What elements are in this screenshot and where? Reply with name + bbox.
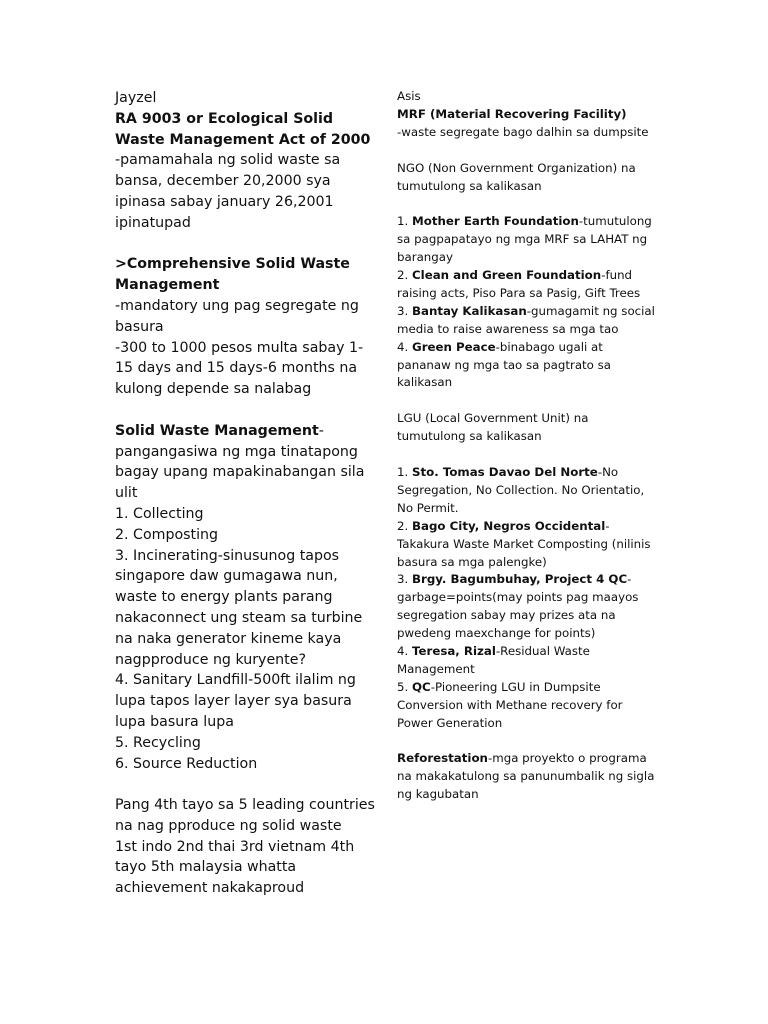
lgu-item: 4. Teresa, Rizal-Residual Waste Management <box>397 644 590 676</box>
lgu-name: Sto. Tomas Davao Del Norte <box>412 464 598 479</box>
method-item: 1. Collecting <box>115 505 204 522</box>
mrf-description: -waste segregate bago dalhin sa dumpsite <box>397 124 649 139</box>
reforestation-definition: Reforestation-mga proyekto o programa na makakatulong sa panunumbalik ng sigla ng kagubatan <box>397 751 655 802</box>
ngo-name: Clean and Green Foundation <box>412 268 602 283</box>
lgu-item: 5. QC-Pioneering LGU in Dumpsite Conversion with Methane recovery for Power Generation <box>397 679 623 730</box>
method-item: 3. Incinerating-sinusunog tapos singapore daw gumagawa nun, waste to energy plants parang nakaconnect ung steam sa turbine na naka generator kineme kaya nagpproduce ng kuryente? <box>115 547 363 668</box>
ra-description: -pamamahala ng solid waste sa bansa, december 20,2000 sya ipinasa sabay january 26,2001 ipinatupad <box>115 152 341 231</box>
lgu-item: 2. Bago City, Negros Occidental-Takakura Waste Market Composting (nilinis basura sa mga palengke) <box>397 518 651 569</box>
swm-definition <box>115 421 377 504</box>
lgu-name: Teresa, Rizal <box>412 644 496 659</box>
lgu-item: 3. Brgy. Bagumbuhay, Project 4 QC-garbage=points(may points pag maayos segregation sabay may prizes ata na pwedeng maexchange for points) <box>397 572 639 641</box>
spacer <box>397 142 659 160</box>
author-name: Jayzel <box>115 90 157 106</box>
ngo-item: 1. Mother Earth Foundation-tumutulong sa pagpapatayo ng mga MRF sa LAHAT ng barangay <box>397 214 652 265</box>
ranking-list: 1st indo 2nd thai 3rd vietnam 4th tayo 5th malaysia whatta achievement nakakaproud <box>115 838 355 897</box>
spacer <box>115 400 377 421</box>
ngo-name: Green Peace <box>412 339 496 354</box>
method-item: 5. Recycling <box>115 734 201 751</box>
method-item: 2. Composting <box>115 526 219 543</box>
author-name: Asis <box>397 89 421 103</box>
reforestation-term: Reforestation <box>397 751 488 766</box>
spacer <box>397 392 659 410</box>
swm-term: Solid Waste Management <box>115 422 319 439</box>
method-item: 4. Sanitary Landfill-500ft ilalim ng lupa tapos layer layer sya basura lupa basura lupa <box>115 672 356 730</box>
ngo-item: 2. Clean and Green Foundation-fund raising acts, Piso Para sa Pasig, Gift Trees <box>397 268 641 300</box>
comprehensive-line: -mandatory ung pag segregate ng basura <box>115 297 359 335</box>
ngo-name: Bantay Kalikasan <box>412 303 527 318</box>
left-column <box>115 88 377 899</box>
ranking-text: Pang 4th tayo sa 5 leading countries na nag pproduce ng solid waste <box>115 797 375 834</box>
spacer <box>115 234 377 255</box>
lgu-item: 1. Sto. Tomas Davao Del Norte-No Segregation, No Collection. No Orientatio, No Permit. <box>397 464 645 515</box>
spacer <box>397 733 659 751</box>
lgu-name: Bago City, Negros Occidental <box>412 518 606 533</box>
ngo-item: 3. Bantay Kalikasan-gumagamit ng social media to raise awareness sa mga tao <box>397 303 655 336</box>
swm-def-text: -pangangasiwa ng mga tinatapong bagay upang mapakinabangan sila ulit <box>115 422 365 502</box>
spacer <box>115 774 377 795</box>
ngo-name: Mother Earth Foundation <box>412 214 579 229</box>
lgu-name: Brgy. Bagumbuhay, Project 4 QC <box>412 572 628 587</box>
comprehensive-line: -300 to 1000 pesos multa sabay 1-15 days and 15 days-6 months na kulong depende sa nalabag <box>115 339 364 398</box>
ngo-heading: NGO (Non Government Organization) na tumutulong sa kalikasan <box>397 160 636 193</box>
spacer <box>397 446 659 464</box>
spacer <box>397 195 659 213</box>
ngo-item: 4. Green Peace-binabago ugali at pananaw ng mga tao sa pagtrato sa kalikasan <box>397 339 612 390</box>
comprehensive-title: >Comprehensive Solid Waste Management <box>115 256 350 294</box>
right-column <box>397 88 659 804</box>
mrf-title: MRF (Material Recovering Facility) <box>397 106 627 121</box>
ra-title: RA 9003 or Ecological Solid Waste Management Act of 2000 <box>115 110 371 148</box>
method-item: 6. Source Reduction <box>115 755 258 772</box>
lgu-heading: LGU (Local Government Unit) na tumutulong sa kalikasan <box>397 411 589 444</box>
lgu-name: QC <box>412 679 431 694</box>
